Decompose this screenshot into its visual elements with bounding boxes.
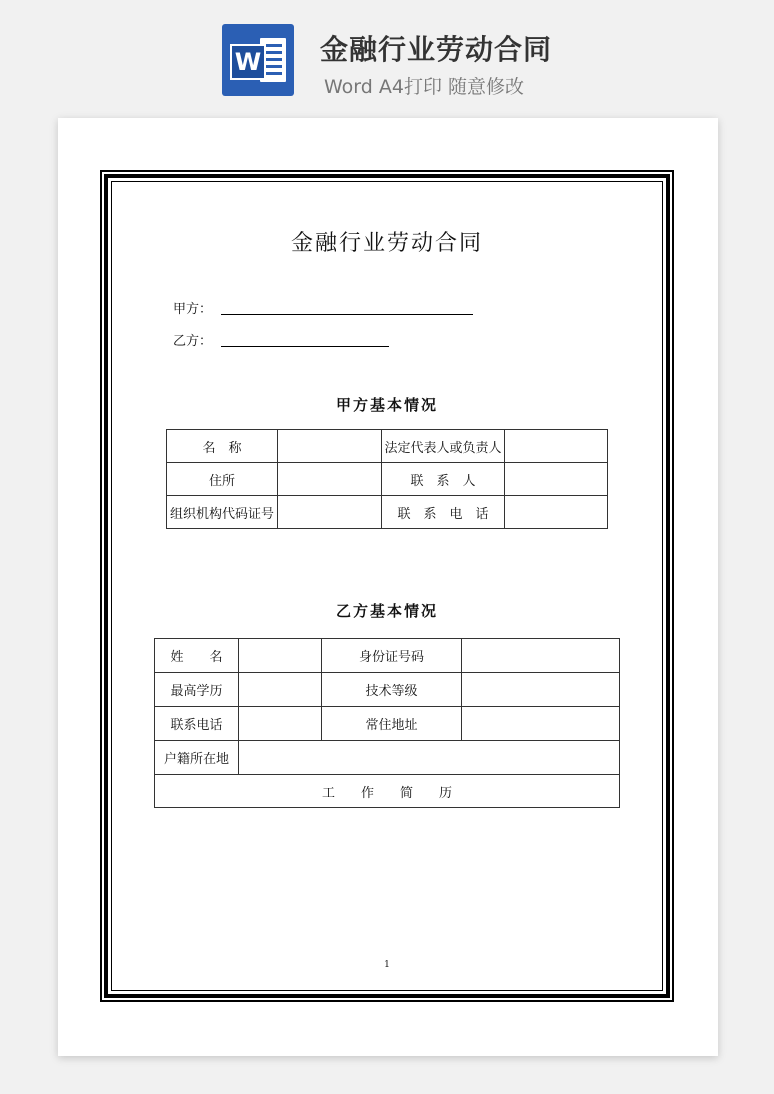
- table-cell: 联 系 人: [382, 463, 505, 496]
- table-cell-input[interactable]: [239, 673, 322, 707]
- party-a-field[interactable]: [221, 314, 473, 315]
- table-cell-input[interactable]: [239, 639, 322, 673]
- section-b-heading: 乙方基本情况: [335, 602, 438, 620]
- hukou-input[interactable]: [239, 741, 620, 775]
- table-row: [167, 430, 608, 463]
- party-a-label: 甲方：: [173, 302, 213, 317]
- table-cell: 技术等级: [322, 673, 462, 707]
- table-cell: 身份证号码: [322, 639, 462, 673]
- table-row: [155, 775, 620, 808]
- table-row: [155, 741, 620, 775]
- party-b-row: [173, 330, 212, 349]
- header-banner: [0, 0, 774, 118]
- table-cell-input[interactable]: [278, 430, 382, 463]
- table-row: [155, 673, 620, 707]
- table-cell-input[interactable]: [462, 639, 620, 673]
- document-title: 金融行业劳动合同: [290, 231, 483, 256]
- table-cell: 姓 名: [155, 639, 239, 673]
- table-cell: 常住地址: [322, 707, 462, 741]
- table-row: [155, 639, 620, 673]
- table-cell-input[interactable]: [462, 673, 620, 707]
- table-cell: 名 称: [167, 430, 278, 463]
- table-cell-input[interactable]: [505, 496, 608, 529]
- party-a-row: [173, 298, 212, 317]
- word-logo-letter: W: [230, 44, 266, 80]
- table-cell: 联 系 电 话: [382, 496, 505, 529]
- table-row: [155, 707, 620, 741]
- table-row: [167, 496, 608, 529]
- section-a-heading: 甲方基本情况: [335, 396, 438, 414]
- table-cell-input[interactable]: [505, 463, 608, 496]
- table-cell-input[interactable]: [278, 463, 382, 496]
- table-cell-input[interactable]: [462, 707, 620, 741]
- party-b-field[interactable]: [221, 346, 389, 347]
- table-cell-input[interactable]: [505, 430, 608, 463]
- table-cell-input[interactable]: [278, 496, 382, 529]
- table-cell: 法定代表人或负责人: [382, 430, 505, 463]
- word-doc-icon: [222, 24, 294, 96]
- party-b-table: [154, 638, 620, 808]
- banner-title: 金融行业劳动合同: [320, 33, 553, 66]
- work-history-header: 工 作 简 历: [155, 775, 620, 808]
- table-cell: 组织机构代码证号: [167, 496, 278, 529]
- table-cell-input[interactable]: [239, 707, 322, 741]
- banner-subtitle: Word A4打印 随意修改: [324, 76, 525, 98]
- table-cell: 住所: [167, 463, 278, 496]
- table-cell: 联系电话: [155, 707, 239, 741]
- table-row: [167, 463, 608, 496]
- party-a-table: [166, 429, 608, 529]
- party-b-label: 乙方：: [173, 334, 213, 349]
- table-cell: 最高学历: [155, 673, 239, 707]
- page-number: 1: [384, 960, 390, 970]
- hukou-label: 户籍所在地: [155, 741, 239, 775]
